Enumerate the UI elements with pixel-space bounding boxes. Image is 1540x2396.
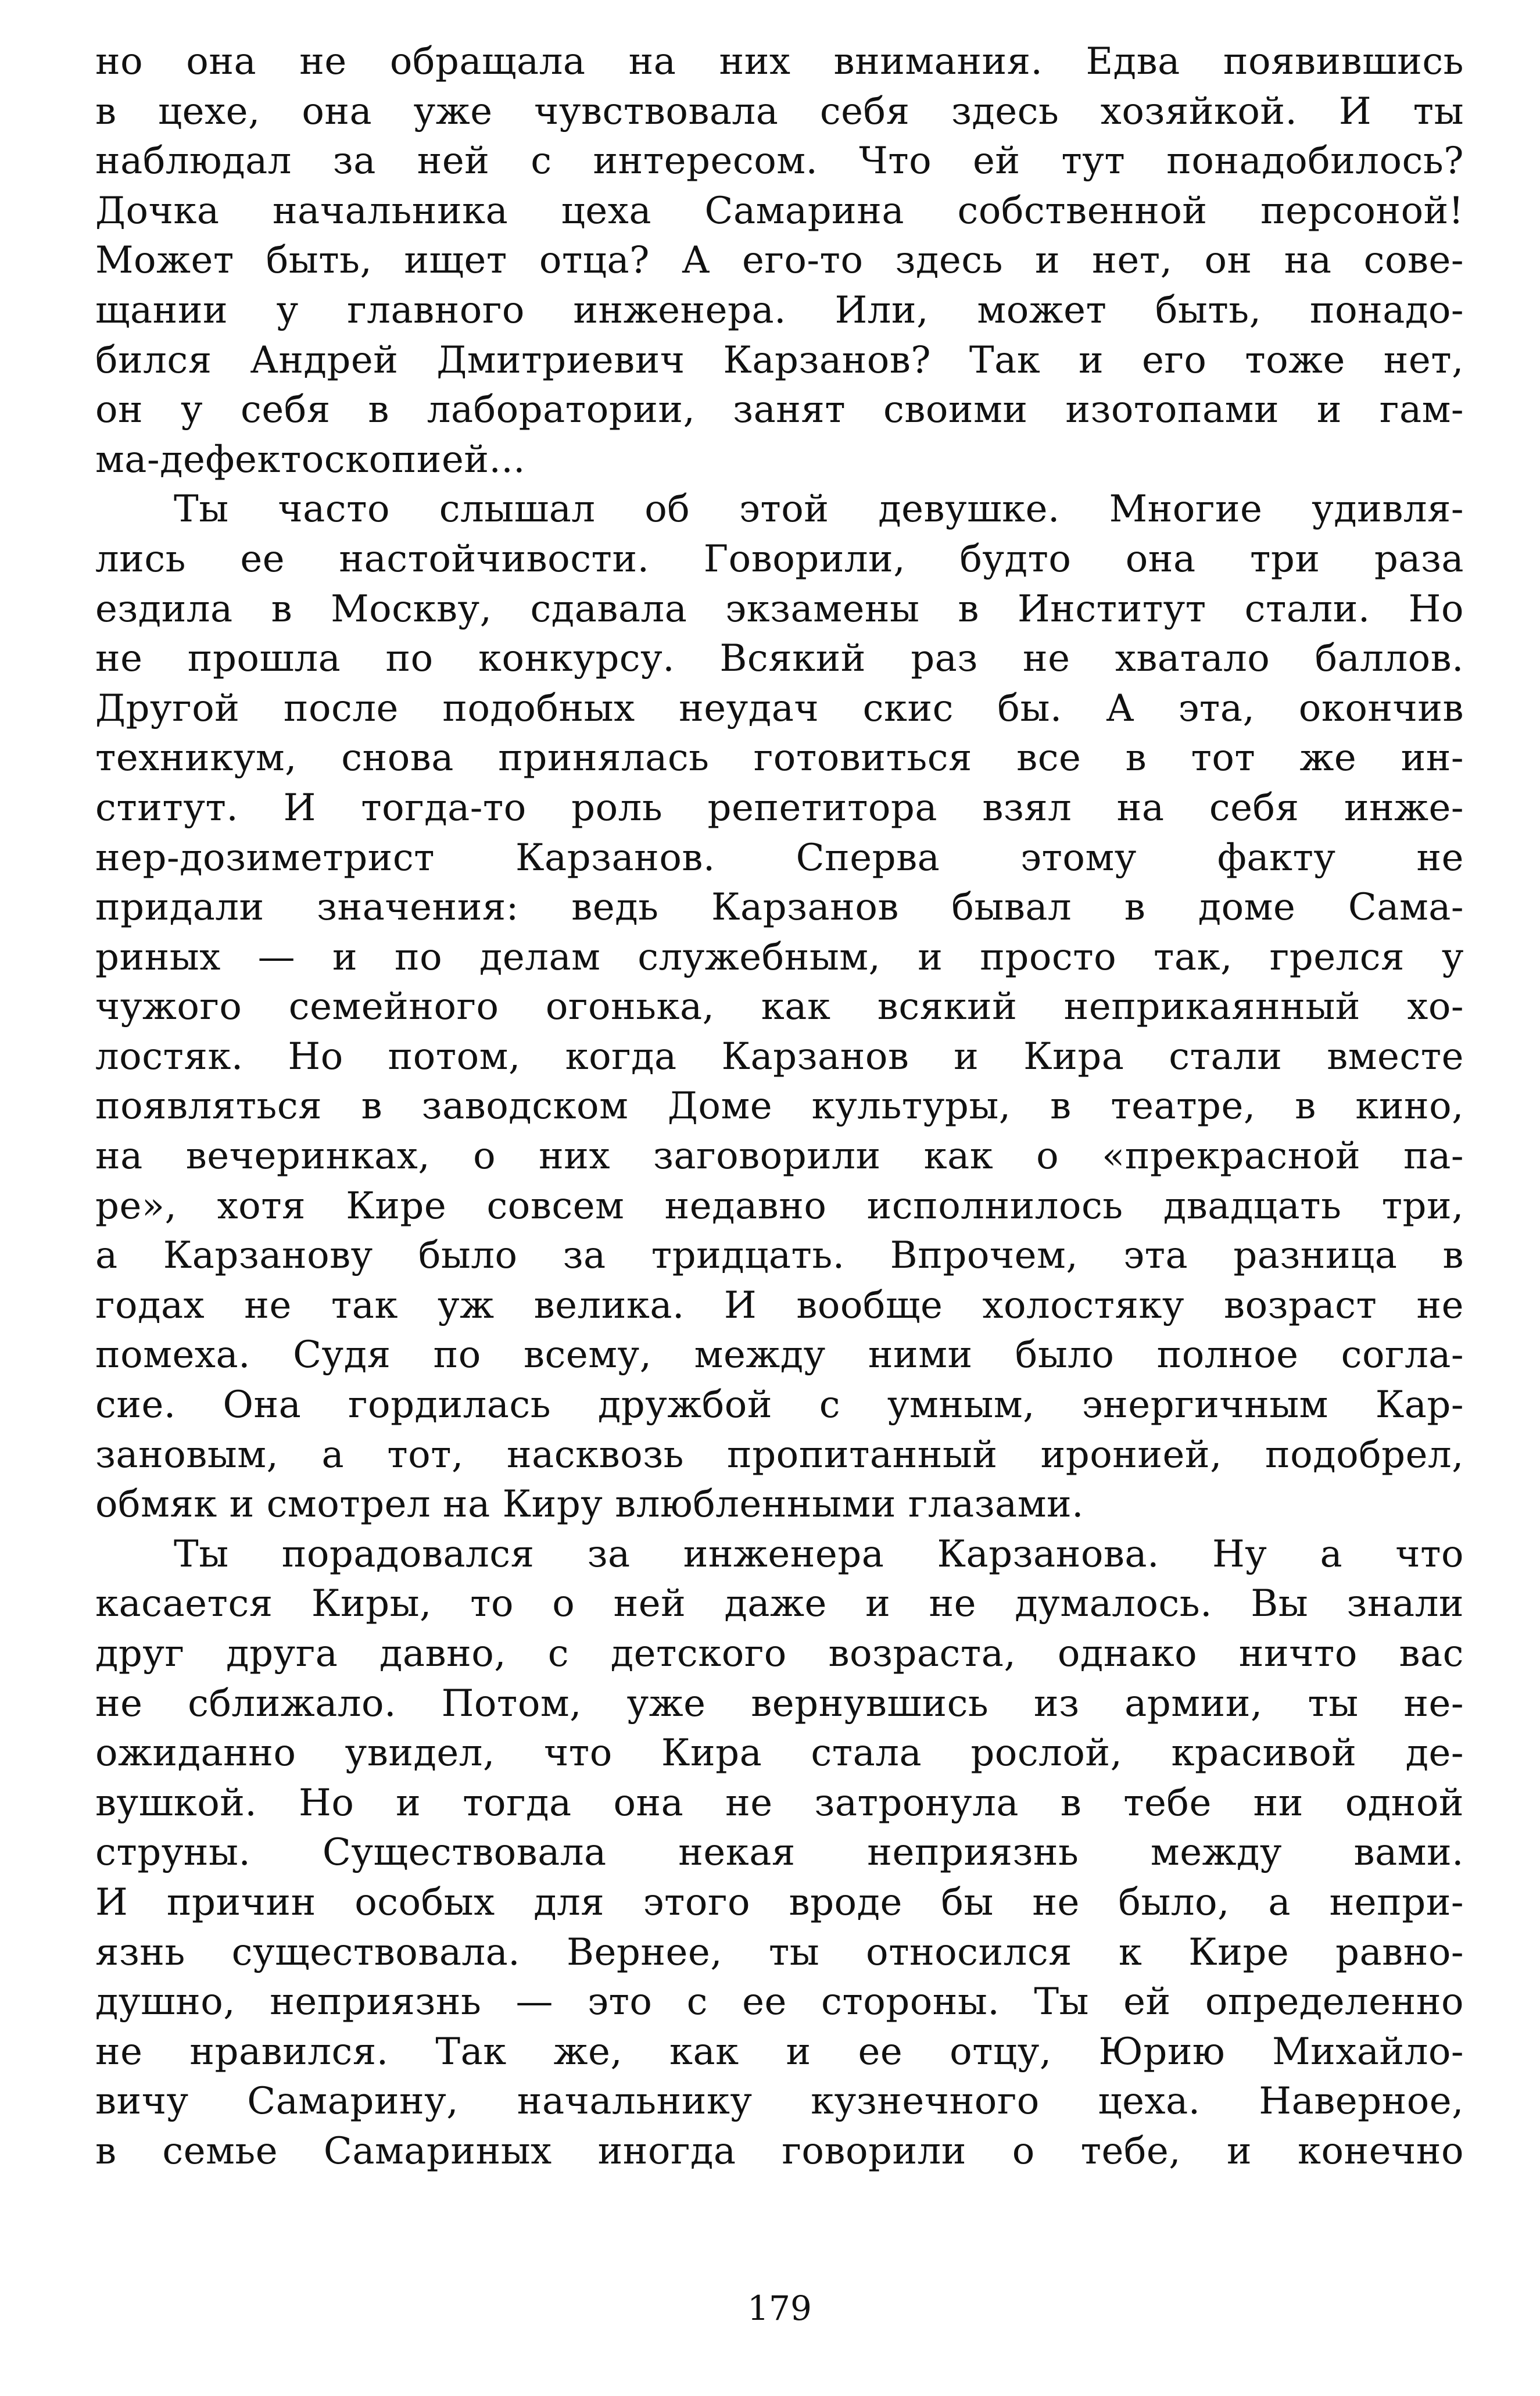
text-line: щании у главного инженера. Или, может быть, понадо- bbox=[95, 288, 1464, 332]
text-line: вушкой. Но и тогда она не затронула в тебе ни одной bbox=[95, 1781, 1464, 1825]
text-line: сие. Она гордилась дружбой с умным, энергичным Кар- bbox=[95, 1383, 1464, 1427]
text-line: а Карзанову было за тридцать. Впрочем, эта разница в bbox=[95, 1234, 1464, 1278]
text-line: риных — и по делам служебным, и просто так, грелся у bbox=[95, 935, 1464, 979]
text-line: в цехе, она уже чувствовала себя здесь хозяйкой. И ты bbox=[95, 90, 1464, 133]
text-line: бился Андрей Дмитриевич Карзанов? Так и его тоже нет, bbox=[95, 338, 1464, 382]
text-line: Другой после подобных неудач скис бы. А эта, окончив bbox=[95, 686, 1464, 730]
text-line: ожиданно увидел, что Кира стала рослой, красивой де- bbox=[95, 1732, 1464, 1775]
text-line: Дочка начальника цеха Самарина собственной персоной! bbox=[95, 189, 1464, 233]
text-line: но она не обращала на них внимания. Едва появившись bbox=[95, 40, 1464, 83]
text-line: на вечеринках, о них заговорили как о «прекрасной па- bbox=[95, 1135, 1464, 1178]
text-line: ма-дефектоскопией... bbox=[95, 438, 525, 481]
text-line: зановым, а тот, насквозь пропитанный иронией, подобрел, bbox=[95, 1433, 1464, 1476]
text-line: вичу Самарину, начальнику кузнечного цеха. Наверное, bbox=[95, 2080, 1464, 2123]
text-line: в семье Самариных иногда говорили о тебе, и конечно bbox=[95, 2129, 1464, 2173]
text-line: чужого семейного огонька, как всякий неприкаянный хо- bbox=[95, 985, 1464, 1029]
page-text bbox=[95, 37, 1464, 2177]
text-line: не прошла по конкурсу. Всякий раз не хватало баллов. bbox=[95, 637, 1464, 681]
text-line: обмяк и смотрел на Киру влюбленными глазами. bbox=[95, 1483, 1084, 1526]
text-line: годах не так уж велика. И вообще холостяку возраст не bbox=[95, 1283, 1464, 1327]
text-line: придали значения: ведь Карзанов бывал в доме Сама- bbox=[95, 886, 1464, 929]
text-line: не нравился. Так же, как и ее отцу, Юрию Михайло- bbox=[95, 2030, 1464, 2073]
text-line: И причин особых для этого вроде бы не было, а непри- bbox=[95, 1880, 1464, 1924]
text-line: нер-дозиметрист Карзанов. Сперва этому факту не bbox=[95, 836, 1464, 879]
text-line: помеха. Судя по всему, между ними было полное согла- bbox=[95, 1333, 1464, 1377]
page-number: 179 bbox=[747, 2288, 812, 2328]
text-line: душно, неприязнь — это с ее стороны. Ты ей определенно bbox=[95, 1980, 1464, 2024]
text-line: лостяк. Но потом, когда Карзанов и Кира стали вместе bbox=[95, 1035, 1464, 1078]
text-line: струны. Существовала некая неприязнь между вами. bbox=[95, 1831, 1464, 1875]
text-line: касается Киры, то о ней даже и не думалось. Вы знали bbox=[95, 1582, 1464, 1626]
text-line: появляться в заводском Доме культуры, в театре, в кино, bbox=[95, 1085, 1464, 1128]
text-line: он у себя в лаборатории, занят своими изотопами и гам- bbox=[95, 388, 1464, 432]
text-line: не сближало. Потом, уже вернувшись из армии, ты не- bbox=[95, 1682, 1464, 1725]
text-line: друг друга давно, с детского возраста, однако ничто вас bbox=[95, 1632, 1464, 1675]
text-line: наблюдал за ней с интересом. Что ей тут понадобилось? bbox=[95, 140, 1464, 183]
paragraph-first-line: Ты часто слышал об этой девушке. Многие удивля- bbox=[174, 488, 1464, 531]
text-line: техникум, снова принялась готовиться все в тот же ин- bbox=[95, 736, 1464, 780]
text-line: язнь существовала. Вернее, ты относился к Кире равно- bbox=[95, 1930, 1464, 1974]
text-line: Может быть, ищет отца? А его-то здесь и нет, он на сове- bbox=[95, 239, 1464, 282]
book-page bbox=[95, 37, 1464, 2362]
paragraph-first-line: Ты порадовался за инженера Карзанова. Ну а что bbox=[174, 1532, 1464, 1576]
text-line: ститут. И тогда-то роль репетитора взял на себя инже- bbox=[95, 786, 1464, 829]
text-line: ре», хотя Кире совсем недавно исполнилось двадцать три, bbox=[95, 1184, 1464, 1228]
text-line: ездила в Москву, сдавала экзамены в Институт стали. Но bbox=[95, 587, 1464, 631]
text-line: лись ее настойчивости. Говорили, будто она три раза bbox=[95, 537, 1464, 581]
